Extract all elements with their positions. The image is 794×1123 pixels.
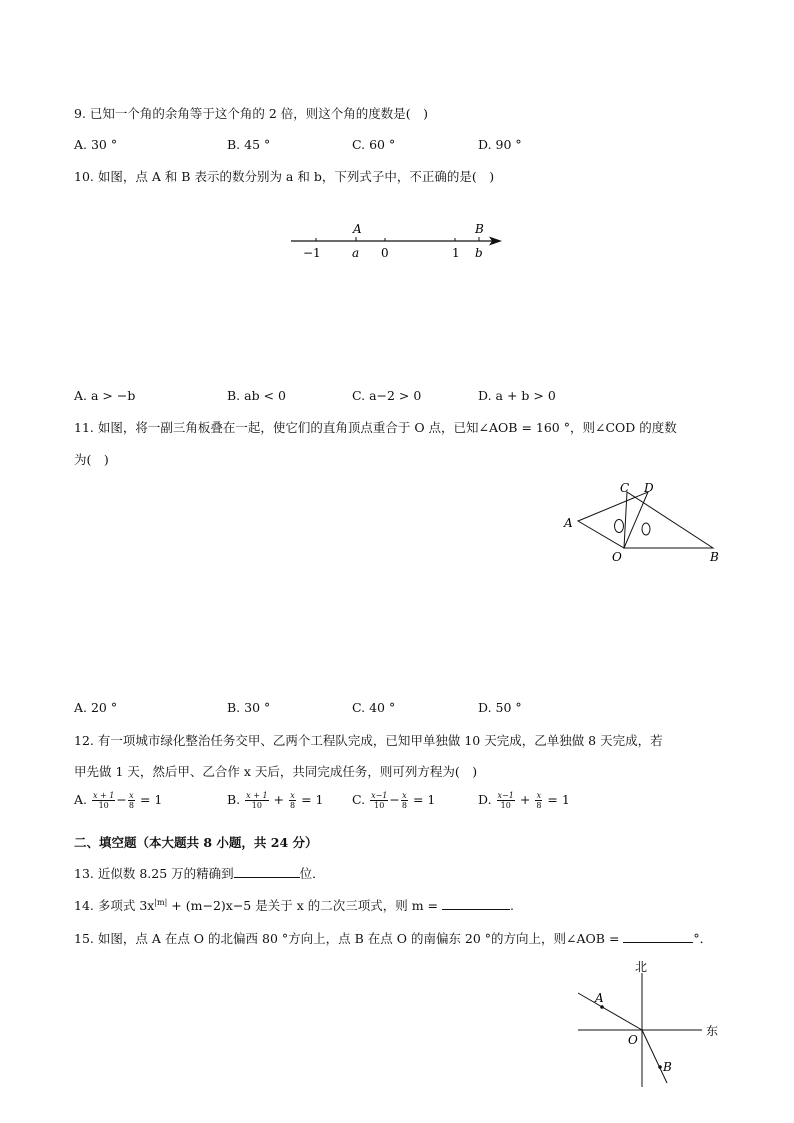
option-letter: C. bbox=[352, 792, 366, 807]
numerator: x + 1 bbox=[93, 791, 115, 800]
q12-stem-line2: 甲先做 1 天，然后甲、乙合作 x 天后，共同完成任务，则可列方程为( ) bbox=[74, 764, 478, 779]
label-C: C bbox=[620, 481, 630, 495]
option-letter: D. bbox=[478, 792, 492, 807]
q13-text-after: 位． bbox=[299, 866, 325, 881]
label-A: A bbox=[353, 222, 362, 236]
fraction bbox=[401, 791, 408, 810]
numerator: x bbox=[402, 791, 407, 800]
option-letter: A. bbox=[74, 792, 88, 807]
fraction bbox=[289, 791, 296, 810]
answer-blank[interactable] bbox=[234, 865, 300, 878]
north-label: 北 bbox=[635, 960, 648, 974]
label-b: b bbox=[475, 246, 483, 260]
q9-option-a: A. 30 ° bbox=[74, 137, 118, 152]
q10-stem: 10. 如图，点 A 和 B 表示的数分别为 a 和 b，下列式子中，不正确的是( ) bbox=[74, 169, 495, 184]
numerator: x bbox=[129, 791, 134, 800]
denominator: 8 bbox=[401, 801, 407, 810]
denominator: 10 bbox=[374, 801, 385, 810]
label-B: B bbox=[663, 1060, 672, 1074]
q10-option-c: C. a−2 > 0 bbox=[352, 388, 422, 403]
q11-option-d: D. 50 ° bbox=[478, 700, 522, 715]
fraction bbox=[128, 791, 135, 810]
label-minus-one: −1 bbox=[303, 246, 321, 260]
q11-option-b: B. 30 ° bbox=[227, 700, 271, 715]
fraction bbox=[245, 791, 268, 810]
operator: + bbox=[273, 792, 285, 807]
q15-text-after: °． bbox=[693, 931, 713, 946]
label-one: 1 bbox=[452, 246, 460, 260]
q10-option-b: B. ab < 0 bbox=[227, 388, 286, 403]
number-line-figure bbox=[285, 218, 510, 266]
east-label: 东 bbox=[706, 1024, 719, 1038]
fraction bbox=[370, 791, 388, 810]
q13 bbox=[74, 864, 325, 882]
numerator: x−1 bbox=[371, 791, 388, 800]
section-title: 二、填空题（本大题共 8 小题，共 24 分） bbox=[74, 835, 318, 850]
q9-option-b: B. 45 ° bbox=[227, 137, 271, 152]
q14-prefix: 14. 多项式 3x bbox=[74, 898, 155, 913]
rhs: = 1 bbox=[139, 792, 163, 807]
label-zero: 0 bbox=[381, 246, 389, 260]
rhs: = 1 bbox=[412, 792, 436, 807]
q14 bbox=[74, 896, 514, 914]
label-O: O bbox=[628, 1033, 638, 1047]
label-B: B bbox=[710, 550, 719, 564]
answer-blank[interactable] bbox=[442, 897, 510, 910]
denominator: 8 bbox=[536, 801, 542, 810]
q11-stem-line2: 为( ) bbox=[74, 452, 109, 467]
denominator: 8 bbox=[128, 801, 134, 810]
fraction bbox=[92, 791, 115, 810]
q11-stem-line1: 11. 如图，将一副三角板叠在一起，使它们的直角顶点重合于 O 点，已知∠AOB = 160 °，则∠COD 的度数 bbox=[74, 420, 677, 435]
triangle-boards-figure bbox=[558, 478, 728, 568]
q10-option-a: A. a > −b bbox=[74, 388, 136, 403]
operator: − bbox=[116, 792, 127, 807]
denominator: 10 bbox=[98, 801, 109, 810]
q12-option-a bbox=[74, 791, 162, 810]
q11-option-c: C. 40 ° bbox=[352, 700, 396, 715]
label-O: O bbox=[612, 550, 622, 564]
label-A: A bbox=[564, 516, 573, 530]
rhs: = 1 bbox=[301, 792, 324, 807]
numerator: x−1 bbox=[497, 791, 514, 800]
q15 bbox=[74, 929, 712, 947]
numerator: x bbox=[536, 791, 542, 800]
q14-exponent: |m| bbox=[154, 897, 168, 907]
operator: − bbox=[389, 792, 400, 807]
q12-option-c bbox=[352, 791, 435, 810]
q13-text-before: 13. 近似数 8.25 万的精确到 bbox=[74, 866, 234, 881]
label-a: a bbox=[352, 246, 360, 260]
numerator: x bbox=[290, 791, 295, 800]
q12-option-b bbox=[227, 791, 323, 810]
direction-figure bbox=[568, 955, 728, 1095]
q12-option-d bbox=[478, 791, 570, 810]
q11-option-a: A. 20 ° bbox=[74, 700, 118, 715]
label-B: B bbox=[475, 222, 484, 236]
fraction bbox=[535, 791, 542, 810]
rhs: = 1 bbox=[547, 792, 570, 807]
q9-stem: 9. 已知一个角的余角等于这个角的 2 倍，则这个角的度数是( ) bbox=[74, 106, 429, 121]
numerator: x + 1 bbox=[246, 791, 268, 800]
q9-option-d: D. 90 ° bbox=[478, 137, 522, 152]
answer-blank[interactable] bbox=[623, 930, 693, 943]
q14-middle: + (m−2)x−5 是关于 x 的二次三项式，则 m = bbox=[167, 898, 442, 913]
label-A: A bbox=[595, 991, 604, 1005]
denominator: 10 bbox=[251, 801, 262, 810]
operator: + bbox=[519, 792, 531, 807]
q12-stem-line1: 12. 有一项城市绿化整治任务交甲、乙两个工程队完成，已知甲单独做 10 天完成，乙单独做 8 天完成，若 bbox=[74, 733, 663, 748]
q15-text-before: 15. 如图，点 A 在点 O 的北偏西 80 °方向上，点 B 在点 O 的南偏东 20 °的方向上，则∠AOB = bbox=[74, 931, 624, 946]
option-letter: B. bbox=[227, 792, 241, 807]
denominator: 10 bbox=[500, 801, 511, 810]
q14-after: . bbox=[509, 898, 514, 913]
denominator: 8 bbox=[290, 801, 296, 810]
q9-option-c: C. 60 ° bbox=[352, 137, 396, 152]
q10-option-d: D. a + b > 0 bbox=[478, 388, 556, 403]
label-D: D bbox=[644, 481, 654, 495]
fraction bbox=[497, 791, 515, 810]
